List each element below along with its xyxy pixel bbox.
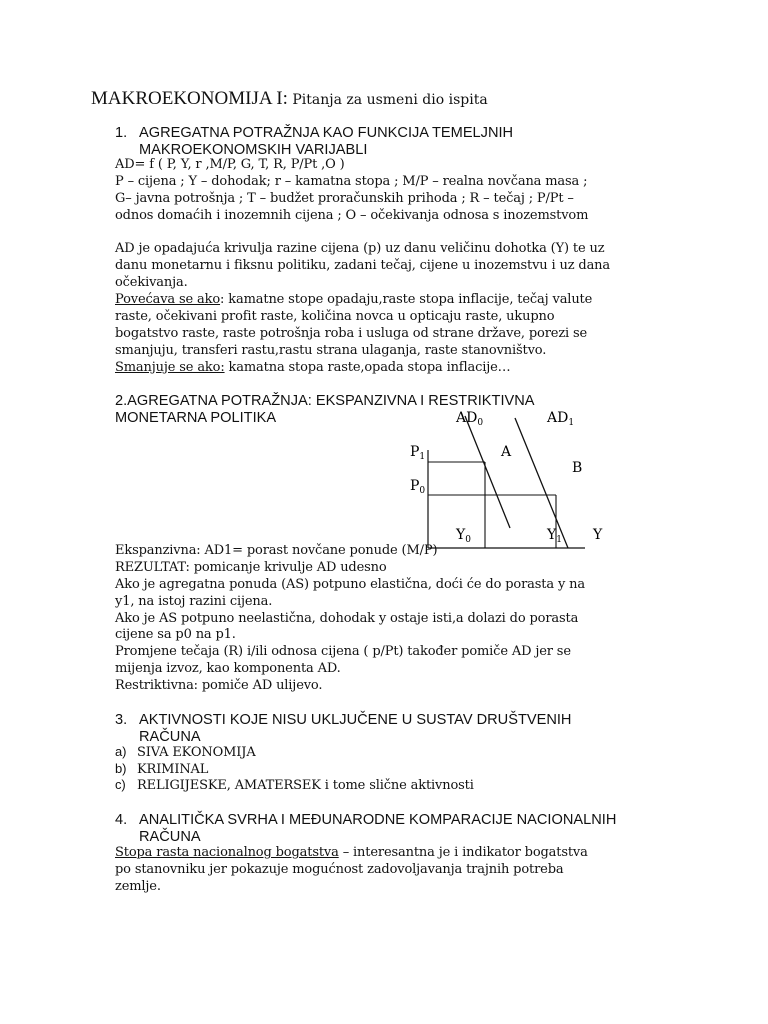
body-line: Ako je agregatna ponuda (AS) potpuno elastična, doći će do porasta y na: [115, 576, 585, 592]
point-b-label: B: [572, 460, 583, 476]
section-2-heading-line: MONETARNA POLITIKA: [115, 409, 277, 426]
formula-line: AD= f ( P, Y, r ,M/P, G, T, R, P/Pt ,O ): [115, 157, 345, 172]
body-line: cijene sa p0 na p1.: [115, 627, 236, 643]
paragraph-line: danu monetarnu i fiksnu politiku, zadani tečaj, cijene u inozemstvu i uz dana: [115, 258, 610, 274]
section-3-list: [115, 744, 474, 794]
section-4-heading: [115, 812, 616, 845]
body-line: y1, na istoj razini cijena.: [115, 593, 273, 609]
y1-label: $Y_1$: [547, 527, 562, 545]
ad-diagram: [380, 400, 620, 560]
increase-line: smanjuju, transferi rastu,rastu strana ulaganja, raste stanovništvo.: [115, 342, 547, 358]
section-4-heading-line: ANALITIČKA SVRHA I MEĐUNARODNE KOMPARACIJE NACIONALNIH: [139, 812, 617, 828]
section-1-heading: [115, 125, 513, 158]
body-line: REZULTAT: pomicanje krivulje AD udesno: [115, 559, 387, 575]
list-item: c) RELIGIJESKE, AMATERSEK i tome slične aktivnosti: [115, 777, 474, 793]
section-2-body: [115, 543, 585, 695]
body-line: Promjene tečaja (R) i/ili odnosa cijena ( p/Pt) također pomiče AD jer se: [115, 644, 571, 660]
lead-label: Stopa rasta nacionalnog bogatstva: [115, 845, 339, 860]
ad0-label: $AD_0$: [456, 410, 484, 428]
section-4-number: 4.: [115, 812, 128, 828]
list-item: a) SIVA EKONOMIJA: [115, 744, 256, 760]
legend-line: P – cijena ; Y – dohodak; r – kamatna stopa ; M/P – realna novčana masa ;: [115, 173, 588, 189]
section-1-number: 1.: [115, 125, 128, 141]
paragraph-line: AD je opadajuća krivulja razine cijena (p) uz danu veličinu dohotka (Y) te uz: [115, 241, 605, 257]
y0-label: $Y_0$: [456, 527, 471, 545]
section-3-heading-line: RAČUNA: [139, 728, 201, 745]
title-subtitle: Pitanja za usmeni dio ispita: [292, 92, 488, 108]
body-line: po stanovniku jer pokazuje mogućnost zadovoljavanja trajnih potreba: [115, 861, 564, 877]
increase-label: Povećava se ako: [115, 292, 221, 308]
section-4-body: [115, 845, 588, 896]
ad1-curve: [515, 418, 568, 548]
list-item: b) KRIMINAL: [115, 760, 209, 777]
decrease-label: Smanjuje se ako:: [115, 359, 225, 375]
increase-text: : kamatne stope opadaju,raste stopa inflacije, tečaj valute: [220, 292, 593, 308]
ad0-curve: [465, 416, 510, 528]
document-title: [91, 88, 488, 110]
section-1-heading-line: MAKROEKONOMSKIH VARIJABLI: [139, 141, 368, 158]
increase-line: [115, 292, 610, 309]
body-line: Stopa rasta nacionalnog bogatstva – interesantna je i indikator bogatstva: [115, 845, 588, 860]
decrease-line: [115, 360, 610, 377]
body-line: Ako je AS potpuno neelastična, dohodak y ostaje isti,a dolazi do porasta: [115, 610, 579, 626]
y-axis-label: Y: [593, 527, 603, 543]
title-main: MAKROEKONOMIJA I:: [91, 88, 288, 109]
point-a-label: A: [501, 444, 512, 460]
body-line: Restriktivna: pomiče AD ulijevo.: [115, 678, 323, 694]
section-3-heading: [115, 712, 571, 745]
decrease-text: kamatna stopa raste,opada stopa inflacije…: [224, 359, 511, 375]
section-1-body: [115, 157, 610, 377]
body-line: zemlje.: [115, 878, 161, 894]
p1-label: $P_1$: [410, 444, 426, 462]
paragraph-line: očekivanja.: [115, 275, 188, 291]
section-3-heading-line: AKTIVNOSTI KOJE NISU UKLJUČENE U SUSTAV DRUŠTVENIH: [139, 712, 572, 728]
body-line: mijenja izvoz, kao komponenta AD.: [115, 661, 341, 677]
legend-line: G– javna potrošnja ; T – budžet proračunskih prihoda ; R – tečaj ; P/Pt –: [115, 190, 574, 206]
increase-line: raste, očekivani profit raste, količina novca u opticaju raste, ukupno: [115, 309, 555, 325]
body-line: Ekspanzivna: AD1= porast novčane ponude (M/P): [115, 543, 438, 558]
increase-line: bogatstvo raste, raste potrošnja roba i usluga od strane države, porezi se: [115, 325, 588, 341]
ad1-label: $AD_1$: [547, 410, 575, 428]
section-3-number: 3.: [115, 712, 128, 728]
section-1-heading-line: AGREGATNA POTRAŽNJA KAO FUNKCIJA TEMELJNIH: [139, 125, 514, 141]
blank-line: [115, 225, 610, 242]
p0-label: $P_0$: [410, 478, 426, 496]
section-4-heading-line: RAČUNA: [139, 828, 201, 845]
legend-line: odnos domaćih i inozemnih cijena ; O – očekivanja odnosa s inozemstvom: [115, 207, 589, 223]
section-2-heading-line: 2.AGREGATNA POTRAŽNJA: EKSPANZIVNA I RESTRIKTIVNA: [115, 393, 535, 409]
